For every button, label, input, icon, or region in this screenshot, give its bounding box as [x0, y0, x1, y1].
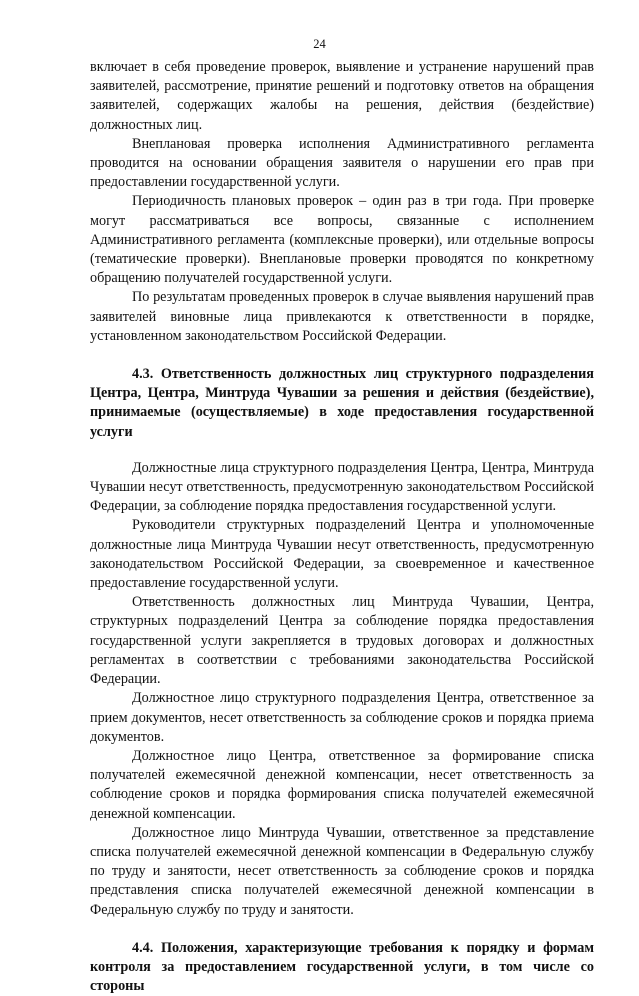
section-heading-4-3: 4.3. Ответственность должностных лиц структурного подразделения Центра, Центра, Минтруда Чувашии за решения и действия (бездействие), принимаемые (осуществляемые) в ходе предоставления государственной услуги	[90, 366, 594, 440]
document-body	[90, 58, 594, 996]
paragraph-officials-responsibility: Должностные лица структурного подразделения Центра, Центра, Минтруда Чувашии несут ответственность, предусмотренную законодательством Российской Федерации, за соблюдение порядка предоставления государственной услуги.	[90, 459, 594, 515]
paragraph-recipient-list-responsibility: Должностное лицо Центра, ответственное за формирование списка получателей ежемесячной денежной компенсации, несет ответственность за соблюдение сроков и порядка формирования списка получателей ежемесячной денежной компенсации.	[90, 747, 594, 822]
paragraph-heads-responsibility: Руководители структурных подразделений Центра и уполномоченные должностные лица Минтруда Чувашии несут ответственность, предусмотренную законодательством Российской Федерации, за своевременное и качественное предоставление государственной услуги.	[90, 517, 594, 592]
paragraph-unscheduled-inspection: Внеплановая проверка исполнения Административного регламента проводится на основании обращения заявителя о нарушении его прав при предоставлении государственной услуги.	[90, 135, 594, 191]
paragraph-inspection-results: По результатам проведенных проверок в случае выявления нарушений прав заявителей виновные лица привлекаются к ответственности в порядке, установленном законодательством Российской Федерации.	[90, 289, 594, 344]
section-spacer	[90, 442, 594, 459]
paragraph-inspection-scope: включает в себя проведение проверок, выявление и устранение нарушений прав заявителей, рассмотрение, принятие решений и подготовку ответов на обращения заявителей, содержащих жалобы на решения, действия (бездействие) должностных лиц.	[90, 59, 594, 133]
paragraph-document-intake-responsibility: Должностное лицо структурного подразделения Центра, ответственное за прием документов, несет ответственность за соблюдение сроков и порядка приема документов.	[90, 690, 594, 745]
section-heading-4-4: 4.4. Положения, характеризующие требования к порядку и формам контроля за предоставлением государственной услуги, в том числе со стороны	[90, 939, 594, 995]
section-spacer	[90, 346, 594, 365]
paragraph-inspection-frequency: Периодичность плановых проверок – один раз в три года. При проверке могут рассматриваться все вопросы, связанные с исполнением Административного регламента (комплексные проверки), или отдельные вопросы (тематические проверки). Внеплановые проверки проводятся по конкретному обращению получателей государственной услуги.	[90, 193, 594, 287]
page-number: 24	[313, 37, 326, 51]
paragraph-employment-contracts: Ответственность должностных лиц Минтруда Чувашии, Центра, структурных подразделений Центра за соблюдение порядка предоставления государственной услуги закрепляется в трудовых договорах и должностных регламентах в соответствии с требованиями законодательства Российской Федерации.	[90, 594, 594, 688]
paragraph-list-submission-responsibility: Должностное лицо Минтруда Чувашии, ответственное за представление списка получателей ежемесячной денежной компенсации в Федеральную службу по труду и занятости, несет ответственность за соблюдение сроков и порядка представления списка получателей ежемесячной денежной компенсации в Федеральную службу по труду и занятости.	[90, 824, 594, 918]
section-spacer	[90, 920, 594, 939]
